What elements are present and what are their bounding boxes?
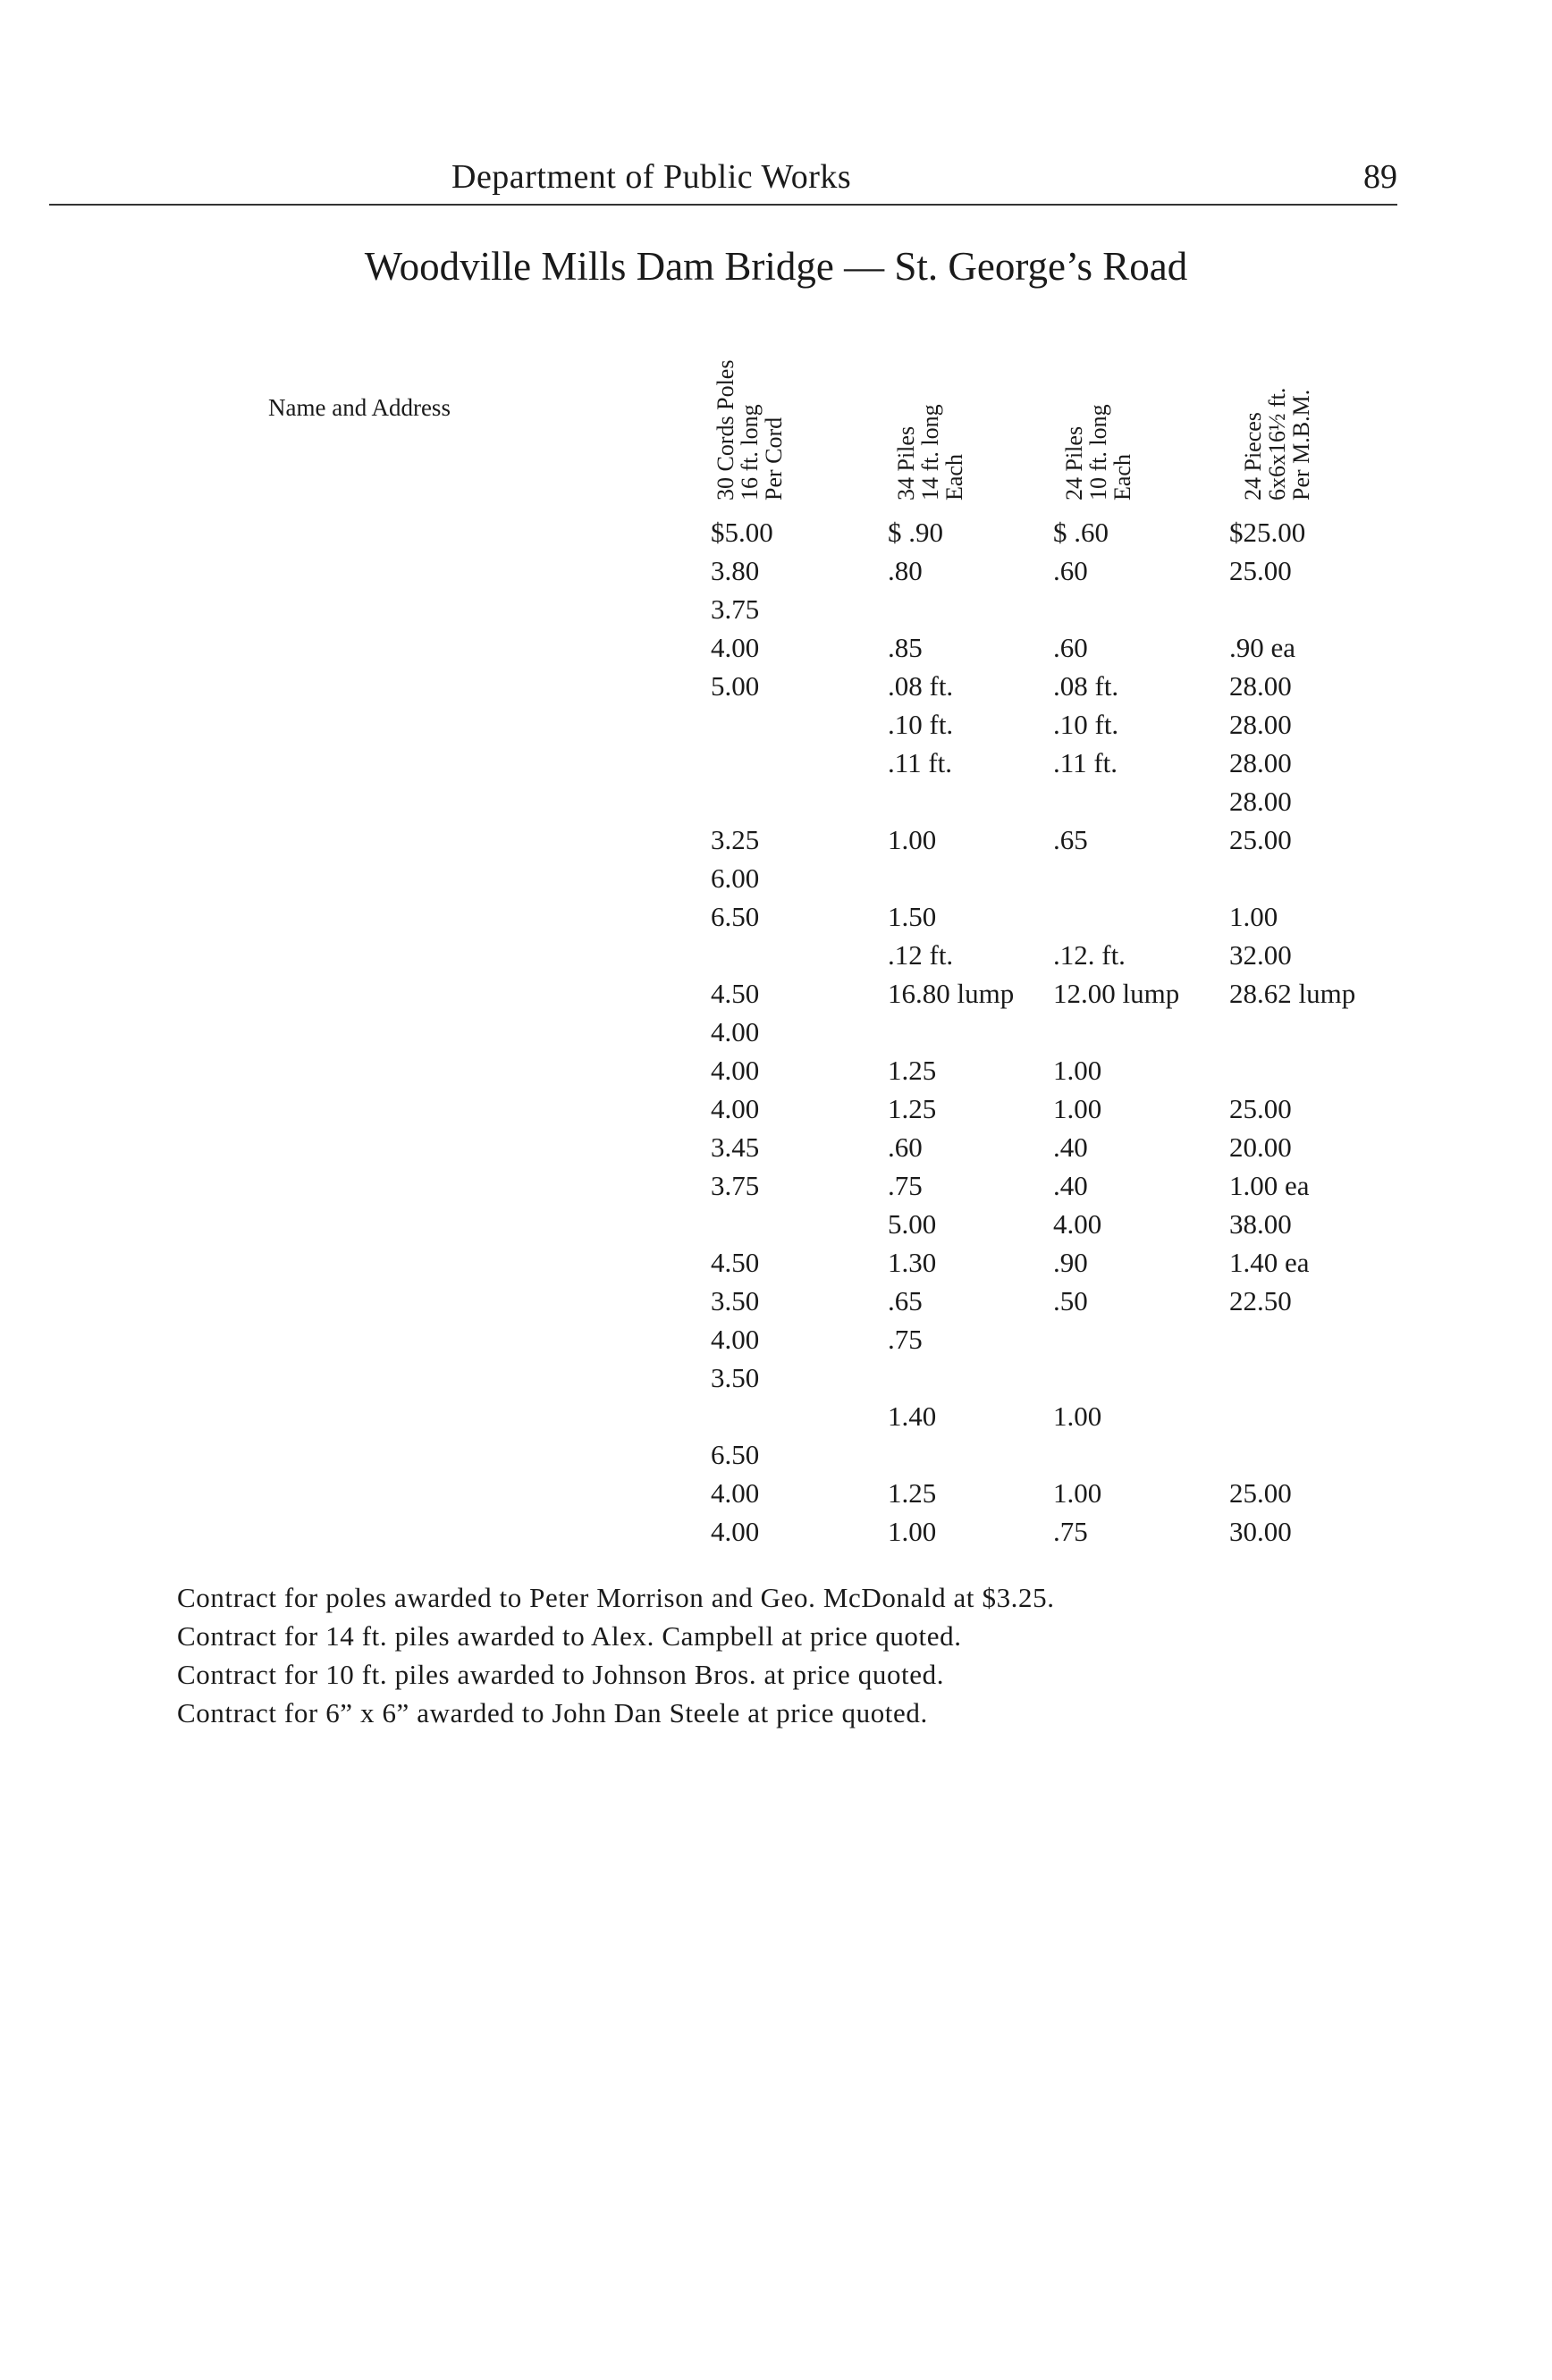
page-header-title: Department of Public Works bbox=[451, 158, 852, 196]
cell-10ft-piles: .11 ft. bbox=[1053, 747, 1118, 778]
column-header-pieces-line3: Per M.B.M. bbox=[1288, 389, 1314, 500]
cell-10ft-piles: 1.00 bbox=[1053, 1400, 1102, 1432]
cell-10ft-piles: .60 bbox=[1053, 555, 1088, 586]
cell-14ft-piles: 1.25 bbox=[888, 1093, 937, 1124]
column-header-poles-line2: 16 ft. long bbox=[737, 404, 763, 500]
cell-pieces: 28.00 bbox=[1229, 670, 1292, 702]
column-header-10ft-piles bbox=[1062, 404, 1134, 500]
cell-14ft-piles: .10 ft. bbox=[888, 709, 954, 740]
cell-pieces: 28.62 lump bbox=[1229, 978, 1356, 1009]
cell-14ft-piles: .80 bbox=[888, 555, 923, 586]
column-header-10ft-piles-line3: Each bbox=[1109, 454, 1135, 500]
cell-14ft-piles: .65 bbox=[888, 1285, 923, 1316]
column-header-14ft-piles bbox=[894, 404, 966, 500]
table-row bbox=[0, 632, 1552, 670]
table-row bbox=[0, 862, 1552, 901]
cell-pieces: 30.00 bbox=[1229, 1516, 1292, 1547]
column-header-poles-line3: Per Cord bbox=[761, 416, 787, 500]
cell-poles: 4.50 bbox=[711, 978, 760, 1009]
cell-10ft-piles: 12.00 lump bbox=[1053, 978, 1180, 1009]
cell-10ft-piles: 1.00 bbox=[1053, 1055, 1102, 1086]
cell-poles: 3.50 bbox=[711, 1285, 760, 1316]
cell-poles: 3.25 bbox=[711, 824, 760, 855]
cell-14ft-piles: 1.25 bbox=[888, 1477, 937, 1509]
cell-poles: 4.00 bbox=[711, 1477, 760, 1509]
column-header-10ft-piles-line2: 10 ft. long bbox=[1085, 404, 1111, 500]
cell-poles: 4.00 bbox=[711, 1516, 760, 1547]
cell-pieces: 1.00 bbox=[1229, 901, 1278, 932]
cell-pieces: 28.00 bbox=[1229, 747, 1292, 778]
cell-10ft-piles: .40 bbox=[1053, 1131, 1088, 1163]
cell-14ft-piles: 5.00 bbox=[888, 1208, 937, 1240]
cell-poles: 3.50 bbox=[711, 1362, 760, 1393]
table-row bbox=[0, 824, 1552, 862]
cell-poles: 4.50 bbox=[711, 1247, 760, 1278]
cell-10ft-piles: 1.00 bbox=[1053, 1093, 1102, 1124]
table-row bbox=[0, 1247, 1552, 1285]
contract-note: Contract for 10 ft. piles awarded to Johnson Bros. at price quoted. bbox=[177, 1659, 945, 1690]
cell-poles: $5.00 bbox=[711, 517, 773, 548]
cell-poles: 6.00 bbox=[711, 862, 760, 894]
cell-poles: 4.00 bbox=[711, 1016, 760, 1047]
table-row bbox=[0, 593, 1552, 632]
cell-14ft-piles: .75 bbox=[888, 1170, 923, 1201]
cell-pieces: 25.00 bbox=[1229, 824, 1292, 855]
cell-poles: 5.00 bbox=[711, 670, 760, 702]
cell-poles: 6.50 bbox=[711, 1439, 760, 1470]
cell-14ft-piles: 1.40 bbox=[888, 1400, 937, 1432]
table-row bbox=[0, 786, 1552, 824]
table-row bbox=[0, 1516, 1552, 1554]
cell-14ft-piles: 1.00 bbox=[888, 1516, 937, 1547]
table-row bbox=[0, 1093, 1552, 1131]
cell-poles: 4.00 bbox=[711, 1093, 760, 1124]
cell-14ft-piles: .12 ft. bbox=[888, 939, 954, 971]
cell-pieces: 28.00 bbox=[1229, 709, 1292, 740]
table-row bbox=[0, 517, 1552, 555]
table-row bbox=[0, 1131, 1552, 1170]
cell-14ft-piles: 1.25 bbox=[888, 1055, 937, 1086]
cell-14ft-piles: .08 ft. bbox=[888, 670, 954, 702]
cell-14ft-piles: .75 bbox=[888, 1324, 923, 1355]
page-number: 89 bbox=[1363, 158, 1397, 196]
cell-pieces: 25.00 bbox=[1229, 1093, 1292, 1124]
contract-note: Contract for 6” x 6” awarded to John Dan Steele at price quoted. bbox=[177, 1697, 928, 1728]
table-row bbox=[0, 555, 1552, 593]
cell-14ft-piles: 1.00 bbox=[888, 824, 937, 855]
cell-pieces: .90 ea bbox=[1229, 632, 1296, 663]
contract-notes bbox=[177, 1578, 1055, 1732]
cell-pieces: 28.00 bbox=[1229, 786, 1292, 817]
cell-pieces: 25.00 bbox=[1229, 555, 1292, 586]
column-header-14ft-piles-line3: Each bbox=[941, 454, 967, 500]
cell-pieces: 32.00 bbox=[1229, 939, 1292, 971]
cell-14ft-piles: .60 bbox=[888, 1131, 923, 1163]
cell-14ft-piles: .11 ft. bbox=[888, 747, 953, 778]
cell-10ft-piles: .75 bbox=[1053, 1516, 1088, 1547]
column-header-14ft-piles-line1: 34 Piles bbox=[893, 425, 919, 500]
cell-10ft-piles: .08 ft. bbox=[1053, 670, 1119, 702]
table-row bbox=[0, 1170, 1552, 1208]
cell-14ft-piles: 16.80 lump bbox=[888, 978, 1015, 1009]
cell-10ft-piles: .40 bbox=[1053, 1170, 1088, 1201]
column-header-name: Name and Address bbox=[268, 394, 451, 421]
contract-note: Contract for poles awarded to Peter Morrison and Geo. McDonald at $3.25. bbox=[177, 1582, 1055, 1613]
table-row bbox=[0, 1285, 1552, 1324]
cell-10ft-piles: .90 bbox=[1053, 1247, 1088, 1278]
table-row bbox=[0, 1208, 1552, 1247]
table-row bbox=[0, 1016, 1552, 1055]
table-row bbox=[0, 1400, 1552, 1439]
table-row bbox=[0, 978, 1552, 1016]
cell-10ft-piles: .50 bbox=[1053, 1285, 1088, 1316]
column-header-14ft-piles-line2: 14 ft. long bbox=[917, 404, 943, 500]
table-row bbox=[0, 709, 1552, 747]
cell-pieces: 25.00 bbox=[1229, 1477, 1292, 1509]
cell-pieces: 1.40 ea bbox=[1229, 1247, 1310, 1278]
cell-10ft-piles: .10 ft. bbox=[1053, 709, 1119, 740]
table-title: Woodville Mills Dam Bridge — St. George’s Road bbox=[364, 244, 1188, 289]
table-row bbox=[0, 939, 1552, 978]
cell-pieces: $25.00 bbox=[1229, 517, 1306, 548]
cell-10ft-piles: .60 bbox=[1053, 632, 1088, 663]
table-row bbox=[0, 670, 1552, 709]
cell-pieces: 20.00 bbox=[1229, 1131, 1292, 1163]
cell-poles: 4.00 bbox=[711, 1324, 760, 1355]
table-row bbox=[0, 1055, 1552, 1093]
column-header-poles-line1: 30 Cords Poles bbox=[713, 359, 738, 500]
cell-14ft-piles: $ .90 bbox=[888, 517, 943, 548]
table-row bbox=[0, 1324, 1552, 1362]
table-row bbox=[0, 1439, 1552, 1477]
column-header-poles bbox=[713, 360, 786, 500]
table-row bbox=[0, 901, 1552, 939]
cell-poles: 3.45 bbox=[711, 1131, 760, 1163]
cell-poles: 4.00 bbox=[711, 632, 760, 663]
cell-14ft-piles: 1.50 bbox=[888, 901, 937, 932]
contract-note: Contract for 14 ft. piles awarded to Alex. Campbell at price quoted. bbox=[177, 1620, 962, 1652]
table-row bbox=[0, 1477, 1552, 1516]
cell-pieces: 22.50 bbox=[1229, 1285, 1292, 1316]
cell-pieces: 1.00 ea bbox=[1229, 1170, 1310, 1201]
cell-10ft-piles: 1.00 bbox=[1053, 1477, 1102, 1509]
cell-poles: 3.75 bbox=[711, 593, 760, 625]
running-head bbox=[49, 152, 1397, 206]
column-header-10ft-piles-line1: 24 Piles bbox=[1061, 425, 1087, 500]
cell-poles: 6.50 bbox=[711, 901, 760, 932]
cell-pieces: 38.00 bbox=[1229, 1208, 1292, 1240]
cell-14ft-piles: .85 bbox=[888, 632, 923, 663]
cell-poles: 4.00 bbox=[711, 1055, 760, 1086]
cell-10ft-piles: .65 bbox=[1053, 824, 1088, 855]
cell-poles: 3.80 bbox=[711, 555, 760, 586]
cell-10ft-piles: .12. ft. bbox=[1053, 939, 1126, 971]
cell-10ft-piles: $ .60 bbox=[1053, 517, 1109, 548]
cell-10ft-piles: 4.00 bbox=[1053, 1208, 1102, 1240]
column-header-pieces-line1: 24 Pieces bbox=[1240, 412, 1266, 500]
cell-poles: 3.75 bbox=[711, 1170, 760, 1201]
column-header-pieces bbox=[1241, 388, 1313, 500]
table-row bbox=[0, 747, 1552, 786]
table-row bbox=[0, 1362, 1552, 1400]
cell-14ft-piles: 1.30 bbox=[888, 1247, 937, 1278]
column-header-pieces-line2: 6x6x16½ ft. bbox=[1264, 387, 1290, 500]
